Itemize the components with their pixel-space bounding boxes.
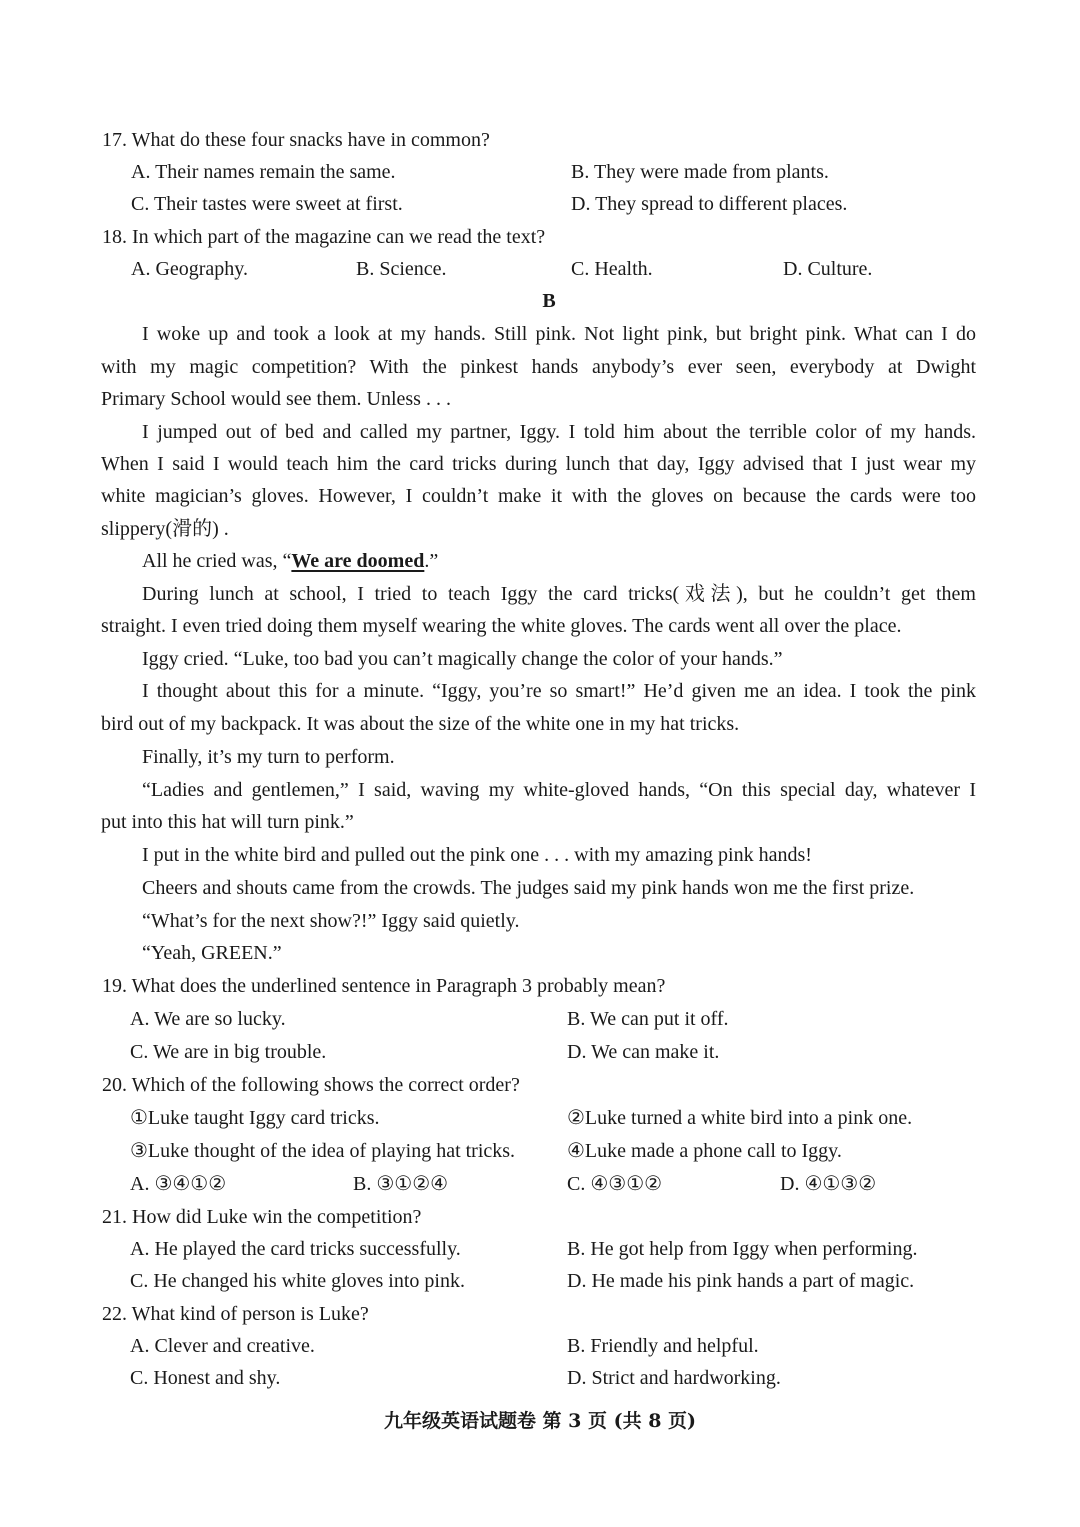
q20-statement-1: ①Luke taught Iggy card tricks. [130,1107,380,1129]
q22-option-c: C. Honest and shy. [130,1367,281,1389]
passage-line: white magician’s gloves. However, I couldn’t make it with the gloves on because the cards were too [101,485,976,507]
passage-line: Cheers and shouts came from the crowds. The judges said my pink hands won me the first prize. [142,877,915,899]
passage-line: slippery(滑的) . [101,518,229,540]
q20-stem: 20. Which of the following shows the correct order? [102,1074,520,1096]
passage-line: During lunch at school, I tried to teach Iggy the card tricks(戏法), but he couldn’t get them [142,583,976,605]
q19-option-b: B. We can put it off. [567,1008,729,1030]
passage-line: I woke up and took a look at my hands. Still pink. Not light pink, but bright pink. What can I do [142,323,976,345]
q21-option-c: C. He changed his white gloves into pink. [130,1270,465,1292]
passage-line: with my magic competition? With the pinkest hands anybody’s ever seen, everybody at Dwight [101,356,976,378]
passage-line: bird out of my backpack. It was about the size of the white one in my hat tricks. [101,713,740,735]
q20-statement-2: ②Luke turned a white bird into a pink one. [567,1107,913,1129]
q17-option-c: C. Their tastes were sweet at first. [131,193,403,215]
underlined-sentence: We are doomed [291,550,425,572]
passage-paragraph-3 [142,547,438,575]
q22-option-a: A. Clever and creative. [130,1335,315,1357]
q21-stem: 21. How did Luke win the competition? [102,1206,422,1228]
q19-option-d: D. We can make it. [567,1041,720,1063]
passage-line: I thought about this for a minute. “Iggy, you’re so smart!” He’d given me an idea. I took the pink [142,680,976,702]
passage-text: All he cried was, “ [142,550,292,572]
q21-option-d: D. He made his pink hands a part of magic. [567,1270,915,1292]
q20-option-a: A. ③④①② [130,1173,227,1195]
q22-option-b: B. Friendly and helpful. [567,1335,759,1357]
q18-option-a: A. Geography. [131,258,249,280]
q22-option-d: D. Strict and hardworking. [567,1367,781,1389]
q20-statement-3: ③Luke thought of the idea of playing hat tricks. [130,1140,516,1162]
q17-stem: 17. What do these four snacks have in common? [102,129,490,151]
passage-line: Finally, it’s my turn to perform. [142,746,395,768]
q18-option-d: D. Culture. [783,258,873,280]
q18-option-c: C. Health. [571,258,653,280]
q19-stem: 19. What does the underlined sentence in Paragraph 3 probably mean? [102,975,666,997]
page-footer: 九年级英语试题卷 第 3 页 (共 8 页) [383,1410,697,1432]
q20-statement-4: ④Luke made a phone call to Iggy. [567,1140,842,1162]
passage-line: Iggy cried. “Luke, too bad you can’t magically change the color of your hands.” [142,648,783,670]
q21-option-a: A. He played the card tricks successfully. [130,1238,461,1260]
passage-text: .” [424,550,439,572]
passage-line: “What’s for the next show?!” Iggy said quietly. [142,910,520,932]
q21-option-b: B. He got help from Iggy when performing. [567,1238,918,1260]
passage-line: I put in the white bird and pulled out the pink one . . . with my amazing pink hands! [142,844,812,866]
q20-option-d: D. ④①③② [780,1173,877,1195]
q17-option-d: D. They spread to different places. [571,193,848,215]
q17-option-a: A. Their names remain the same. [131,161,396,183]
q20-option-c: C. ④③①② [567,1173,663,1195]
q20-option-b: B. ③①②④ [353,1173,449,1195]
passage-line: straight. I even tried doing them myself wearing the white gloves. The cards went all over the place. [101,615,902,637]
q22-stem: 22. What kind of person is Luke? [102,1303,369,1325]
passage-line: put into this hat will turn pink.” [101,811,354,833]
passage-line: When I said I would teach him the card tricks during lunch that day, Iggy advised that I just wear my [101,453,976,475]
passage-line: “Ladies and gentlemen,” I said, waving my white-gloved hands, “On this special day, whatever I [142,779,976,801]
passage-line: I jumped out of bed and called my partner, Iggy. I told him about the terrible color of my hands. [142,421,976,443]
q18-stem: 18. In which part of the magazine can we read the text? [102,226,546,248]
q17-option-b: B. They were made from plants. [571,161,829,183]
q19-option-c: C. We are in big trouble. [130,1041,327,1063]
q19-option-a: A. We are so lucky. [130,1008,286,1030]
section-heading-b: B [542,290,556,312]
q18-option-b: B. Science. [356,258,447,280]
passage-line: Primary School would see them. Unless . . . [101,388,451,410]
passage-line: “Yeah, GREEN.” [142,942,282,964]
